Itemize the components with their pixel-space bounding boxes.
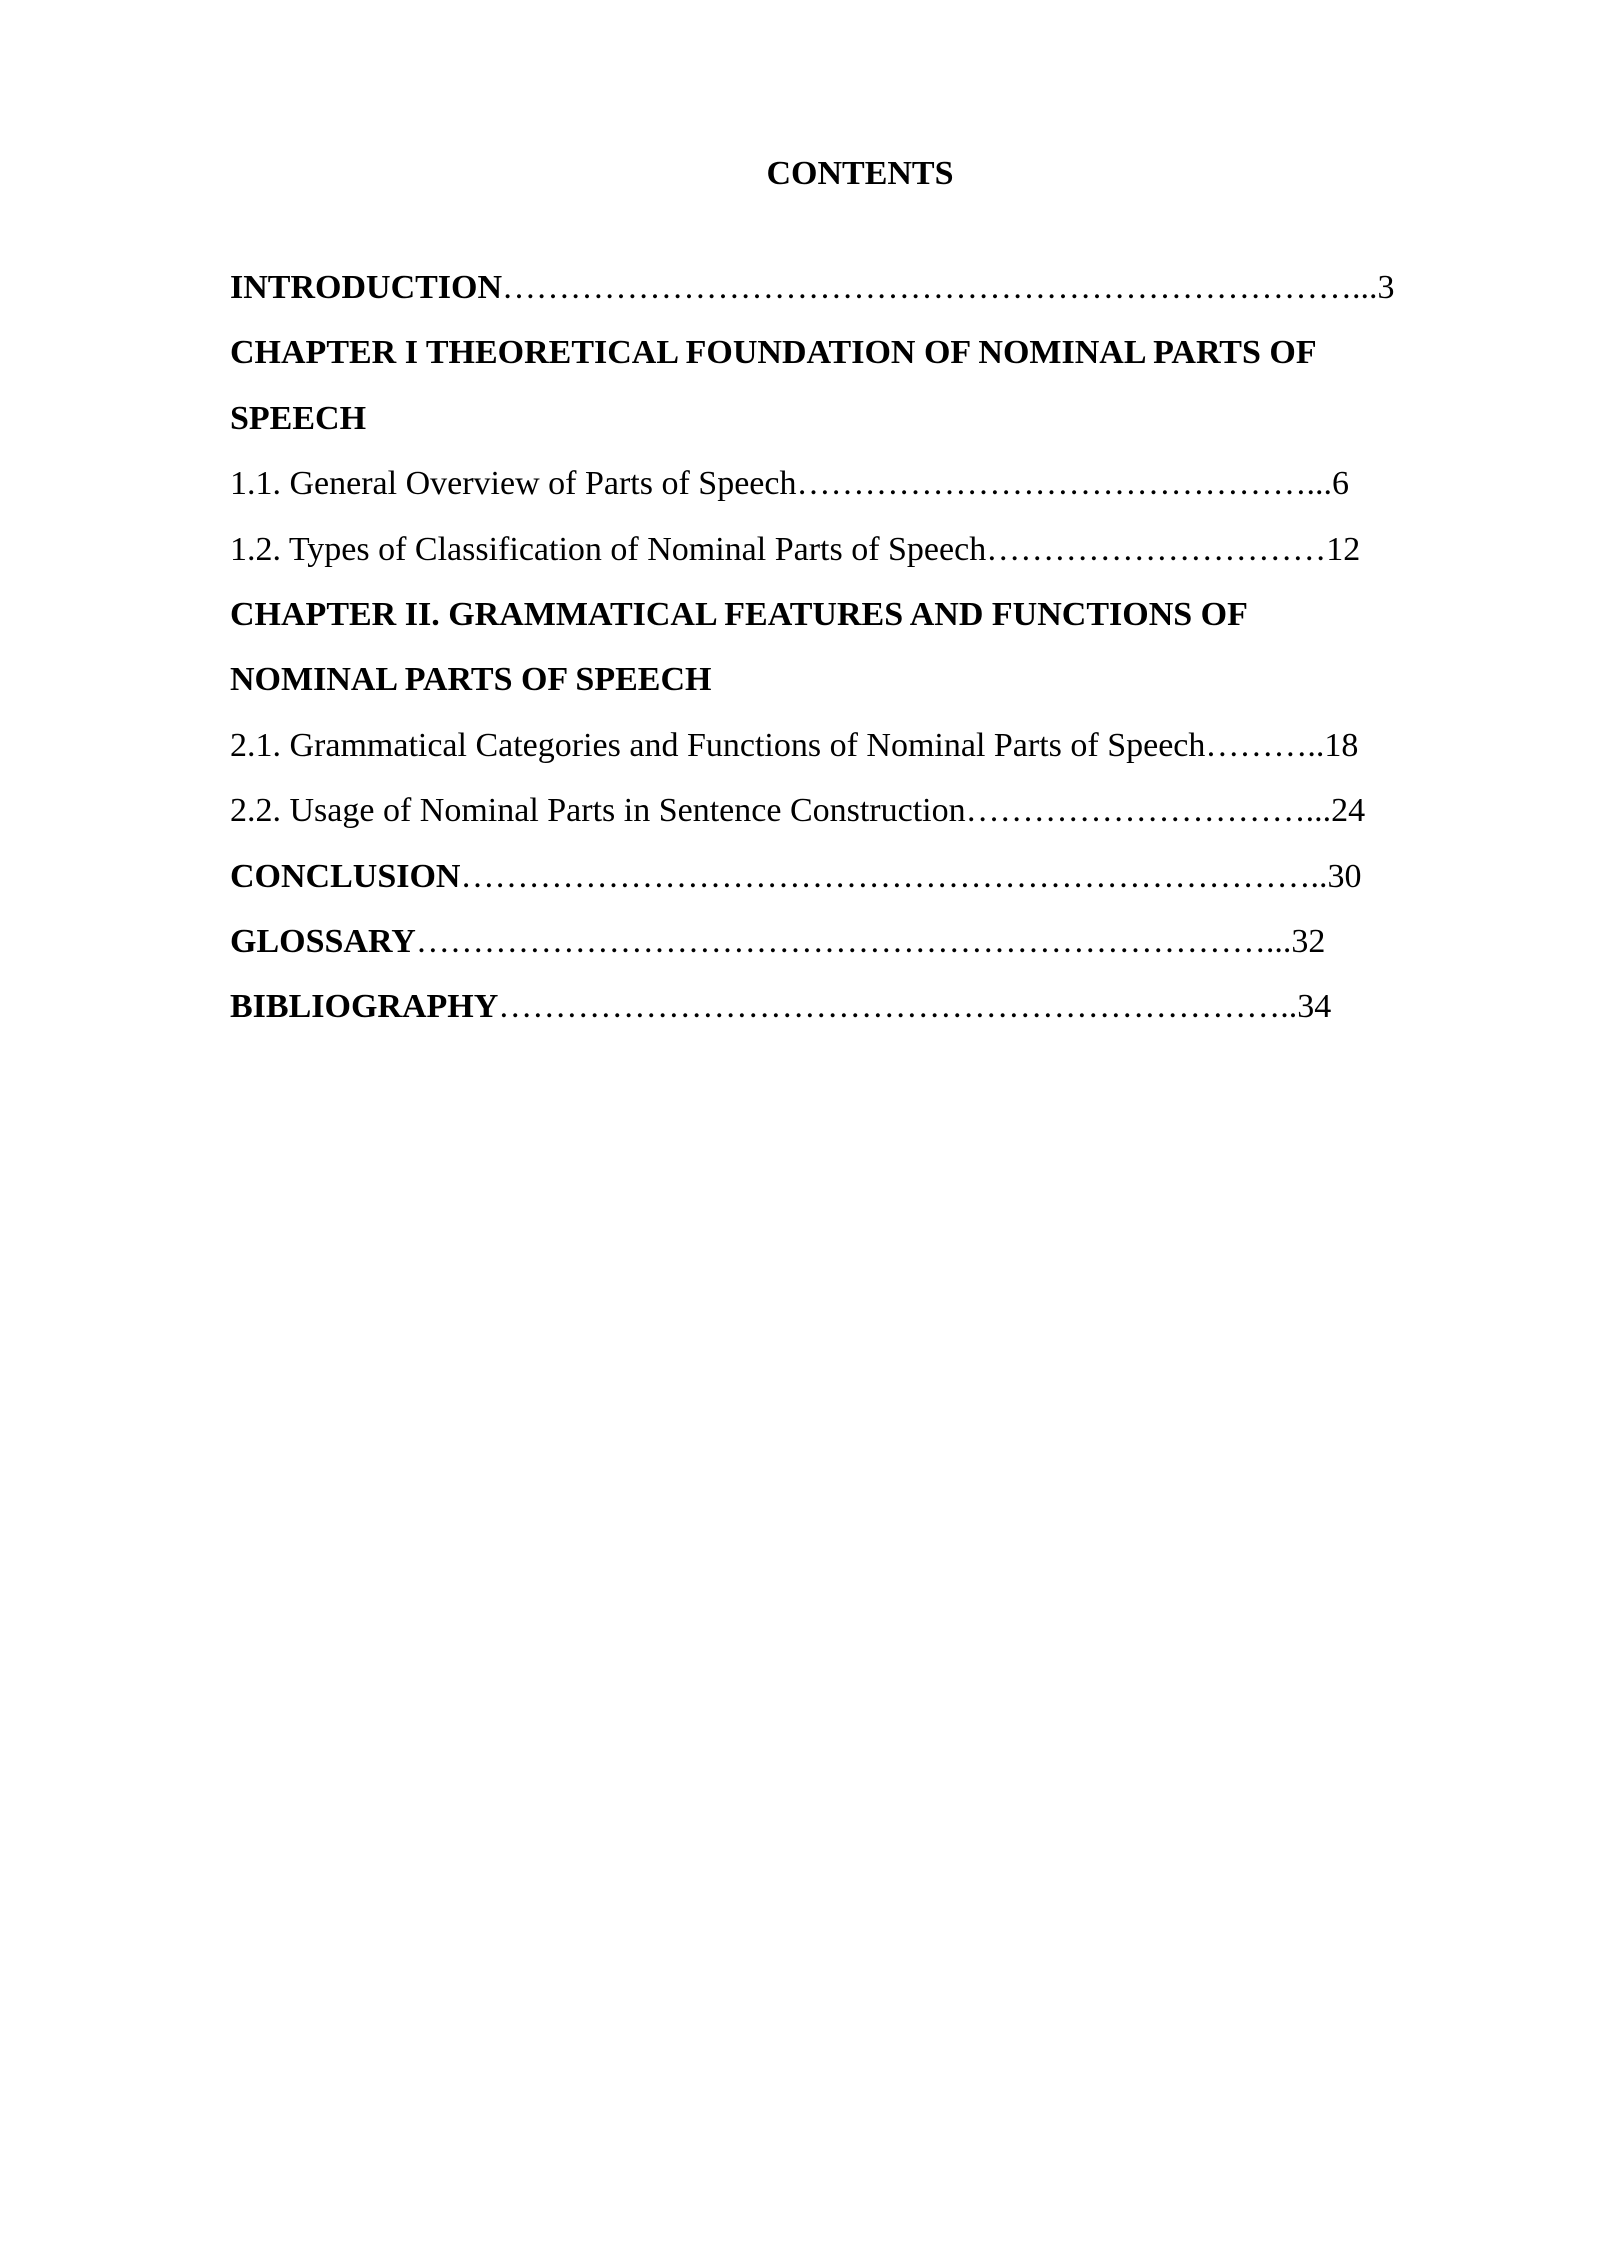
table-of-contents [230, 255, 1490, 1040]
toc-entry-text: 2.1. Grammatical Categories and Functions of Nominal Parts of Speech [230, 726, 1206, 764]
toc-entry-page: 24 [1331, 792, 1366, 830]
toc-entry-text: SPEECH [230, 399, 367, 437]
toc-entry-introduction [230, 255, 1490, 320]
toc-entry-1-2 [230, 517, 1490, 582]
toc-entry-leader: ……….. [1205, 726, 1325, 764]
toc-entry-conclusion [230, 844, 1490, 909]
toc-entry-leader: …………………………………………………………………... [415, 922, 1292, 960]
toc-entry-1-1 [230, 451, 1490, 516]
page-title: CONTENTS [766, 155, 954, 192]
toc-entry-text: CHAPTER II. GRAMMATICAL FEATURES AND FUNCTIONS OF [230, 595, 1248, 633]
toc-entry-leader: …………………………………………………………………. [460, 857, 1319, 895]
toc-entry-leader: ………………………………………... [796, 465, 1332, 503]
toc-entry-glossary [230, 909, 1490, 974]
toc-entry-text: NOMINAL PARTS OF SPEECH [230, 661, 712, 699]
toc-entry-text: GLOSSARY [230, 922, 416, 960]
toc-entry-page: 18 [1324, 726, 1359, 764]
toc-entry-page: 34 [1297, 988, 1332, 1026]
toc-entry-bibliography [230, 974, 1490, 1039]
toc-entry-leader: …………………………………………………………………... [502, 269, 1378, 306]
toc-entry-page: .30 [1318, 857, 1362, 895]
toc-entry-2-1 [230, 713, 1490, 778]
toc-entry-page: 6 [1331, 465, 1349, 503]
toc-entry-page: 3 [1377, 269, 1395, 306]
toc-entry-text: INTRODUCTION [230, 269, 503, 306]
toc-entry-leader: …………………………... [965, 792, 1332, 830]
toc-entry-text: BIBLIOGRAPHY [230, 988, 499, 1026]
toc-entry-chapter-2-line-1 [230, 582, 1490, 647]
toc-entry-2-2 [230, 778, 1490, 843]
toc-entry-text: CHAPTER I THEORETICAL FOUNDATION OF NOMINAL PARTS OF [230, 334, 1317, 372]
toc-entry-page: 32 [1291, 922, 1326, 960]
toc-entry-text: CONCLUSION [230, 857, 461, 895]
toc-entry-text: 2.2. Usage of Nominal Parts in Sentence Construction [230, 792, 966, 830]
toc-entry-text: 1.2. Types of Classification of Nominal Parts of Speech [230, 530, 987, 568]
toc-entry-leader: …………………………………………………………….. [498, 988, 1298, 1026]
toc-entry-text: 1.1. General Overview of Parts of Speech [230, 465, 797, 503]
toc-entry-chapter-1-line-1 [230, 320, 1490, 385]
toc-entry-leader: ………………………… [986, 530, 1327, 568]
toc-entry-chapter-2-line-2 [230, 647, 1490, 712]
toc-entry-page: 12 [1326, 530, 1361, 568]
toc-entry-chapter-1-line-2 [230, 386, 1490, 451]
